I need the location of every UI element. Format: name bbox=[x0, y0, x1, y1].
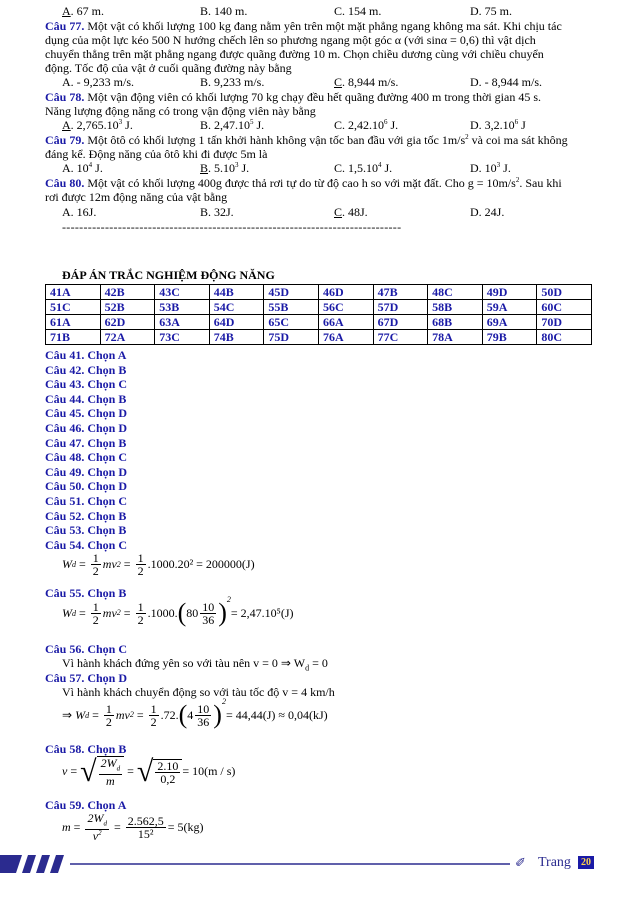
c56-text: Vì hành khách đứng yên so với tàu nên v = 0 ⇒ $W_d = 0$ bbox=[62, 656, 328, 673]
answer-cell: 55B bbox=[264, 300, 319, 315]
answer-cell: 73C bbox=[155, 330, 210, 345]
answer-cell: 75D bbox=[264, 330, 319, 345]
separator-line: ------------------------------------------------------------------------------- bbox=[62, 220, 402, 234]
equation-58: v = √ $\frac{2W_d}{m}$ = √ $\frac{2.10}{0,2}$ = 10(m / s) bbox=[62, 754, 236, 789]
answer-cell: 70D bbox=[537, 315, 592, 330]
answer-cell: 77C bbox=[373, 330, 428, 345]
q76-option-b: B. 140 m. bbox=[200, 4, 248, 18]
answer-choice-item: Câu 41. Chọn A bbox=[45, 348, 127, 362]
q78-line1: Câu 78. Một vận động viên có khối lượng 70 kg chạy đều hết quãng đường 400 m trong thời gian 45 s. bbox=[45, 90, 541, 104]
q78-line2: Năng lượng động năng có trong vận động viên này bằng bbox=[45, 104, 316, 118]
q80-options bbox=[62, 205, 622, 219]
answer-cell: 78A bbox=[428, 330, 483, 345]
answer-choice-item: Câu 45. Chọn D bbox=[45, 406, 128, 421]
answer-cell: 66A bbox=[318, 315, 373, 330]
q76-option-a: A. 67 m. bbox=[62, 4, 105, 18]
answer-cell: 62D bbox=[100, 315, 155, 330]
q77-options bbox=[62, 75, 622, 89]
c58-label: Câu 58. Chọn B bbox=[45, 742, 127, 756]
q80-line2: rơi được 12m động năng của vật bằng bbox=[45, 190, 228, 204]
q76-option-c: C. 154 m. bbox=[334, 4, 382, 18]
answer-choice-item: Câu 47. Chọn B bbox=[45, 435, 127, 450]
answer-choice-item: Câu 48. Chọn C bbox=[45, 450, 128, 465]
c57-text: Vì hành khách chuyển động so với tàu tốc độ v = 4 km/h bbox=[62, 685, 335, 699]
answer-choice-item: Câu 42. Chọn B bbox=[45, 362, 127, 377]
q78-option-a: A. 2,765.10$^3$ J. bbox=[62, 118, 133, 132]
q77-option-d: D. - 8,944 m/s. bbox=[470, 75, 542, 89]
q77-option-b: B. 9,233 m/s. bbox=[200, 75, 265, 89]
answer-cell: 54C bbox=[209, 300, 264, 315]
answer-cell: 57D bbox=[373, 300, 428, 315]
q78-option-c: C. 2,42.10$^6$ J. bbox=[334, 118, 399, 132]
answer-choice-item: Câu 43. Chọn C bbox=[45, 377, 128, 392]
q80-option-b: B. 32J. bbox=[200, 205, 234, 219]
q80-option-c: C. 48J. bbox=[334, 205, 368, 219]
answer-choice-item: Câu 52. Chọn B bbox=[45, 508, 127, 523]
answer-cell: 68B bbox=[428, 315, 483, 330]
answer-cell: 71B bbox=[46, 330, 101, 345]
answer-cell: 61A bbox=[46, 315, 101, 330]
answer-cell: 52B bbox=[100, 300, 155, 315]
answer-cell: 50D bbox=[537, 285, 592, 300]
answer-cell: 48C bbox=[428, 285, 483, 300]
q77-line2: dụng của một lực kéo 500 N hướng chếch lên so phương ngang một góc α (với sinα = 0,6) thì vật dịch bbox=[45, 33, 536, 47]
q78-number: Câu 78. bbox=[45, 90, 85, 104]
equation-54: W d = $\frac{1}{2}$ mv 2 = $\frac{1}{2}$ .1000.20² = 200000(J) bbox=[62, 551, 255, 578]
q78-option-d: D. 3,2.10$^6$ J bbox=[470, 118, 526, 132]
book-icon: ✐ bbox=[515, 855, 526, 870]
q77-option-a: A. - 9,233 m/s. bbox=[62, 75, 134, 89]
c56-label: Câu 56. Chọn C bbox=[45, 642, 128, 656]
equation-57: ⇒ W d = $\frac{1}{2}$ mv 2 = $\frac{1}{2}$ .72. ( 4 $\frac{10}{36}$ ) 2 = 44,44(J) ≈ 0,04(kJ) bbox=[62, 697, 328, 729]
answer-cell: 65C bbox=[264, 315, 319, 330]
q77-line4: động. Tốc độ của vật ở cuối quãng đường này bằng bbox=[45, 61, 292, 75]
answer-cell: 46D bbox=[318, 285, 373, 300]
footer-page-label: Trang bbox=[538, 855, 571, 870]
q76-option-d: D. 75 m. bbox=[470, 4, 512, 18]
q80-option-a: A. 16J. bbox=[62, 205, 97, 219]
q80-option-d: D. 24J. bbox=[470, 205, 505, 219]
answer-cell: 67D bbox=[373, 315, 428, 330]
answer-cell: 45D bbox=[264, 285, 319, 300]
answer-table-row bbox=[46, 285, 592, 300]
q78-option-b: B. 2,47.10$^5$ J. bbox=[200, 118, 265, 132]
answer-cell: 69A bbox=[482, 315, 537, 330]
answer-cell: 51C bbox=[46, 300, 101, 315]
c57-label: Câu 57. Chọn D bbox=[45, 671, 128, 685]
answer-table-row bbox=[46, 300, 592, 315]
equation-55: W d = $\frac{1}{2}$ mv 2 = $\frac{1}{2}$ .1000. ( 80 $\frac{10}{36}$ ) 2 = 2,47.10⁵(J) bbox=[62, 595, 294, 627]
answer-cell: 80C bbox=[537, 330, 592, 345]
answer-cell: 53B bbox=[155, 300, 210, 315]
c59-label: Câu 59. Chọn A bbox=[45, 798, 127, 812]
answer-choice-item: Câu 49. Chọn D bbox=[45, 464, 128, 479]
answer-cell: 44B bbox=[209, 285, 264, 300]
answer-choice-item: Câu 46. Chọn D bbox=[45, 421, 128, 435]
answer-cell: 74B bbox=[209, 330, 264, 345]
q79-option-d: D. $10^3$ J. bbox=[470, 161, 511, 175]
answer-title: ĐÁP ÁN TRẮC NGHIỆM ĐỘNG NĂNG bbox=[62, 268, 275, 282]
answer-cell: 49D bbox=[482, 285, 537, 300]
answer-cell: 43C bbox=[155, 285, 210, 300]
q76-options bbox=[62, 4, 622, 18]
q79-options bbox=[62, 161, 622, 175]
q77-line1: Câu 77. Một vật có khối lượng 100 kg đang nằm yên trên một mặt phẳng ngang không ma sát. Khi chịu tác bbox=[45, 19, 562, 33]
q79-line2: đáng kể. Động năng của ôtô khi đi được 5m là bbox=[45, 147, 268, 161]
q80-line1: Câu 80. Một vật có khối lượng 400g được thả rơi tự do từ độ cao h so với mặt đất. Cho $g = 10m/s^2$. Sau khi bbox=[45, 176, 562, 190]
q79-option-a: A. $10^4$ J. bbox=[62, 161, 103, 175]
q78-options bbox=[62, 118, 622, 132]
answer-cell: 59A bbox=[482, 300, 537, 315]
equation-59: m = $\frac{2W_d}{v^2}$ = $\frac{2.562,5}{\text{15²}}$ = 5(kg) bbox=[62, 811, 204, 844]
q77-line3: chuyển thẳng trên mặt phẳng ngang được quãng đường 10 m. Chọn chiều dương cùng với chiều chuyển bbox=[45, 47, 544, 61]
q77-option-c: C. 8,944 m/s. bbox=[334, 75, 399, 89]
answer-cell: 79B bbox=[482, 330, 537, 345]
footer-page-number: 20 bbox=[578, 856, 594, 869]
q80-number: Câu 80. bbox=[45, 176, 85, 190]
answer-cell: 42B bbox=[100, 285, 155, 300]
answer-table-row bbox=[46, 330, 592, 345]
c55-label: Câu 55. Chọn B bbox=[45, 586, 127, 600]
page-footer bbox=[0, 853, 638, 875]
answer-cell: 56C bbox=[318, 300, 373, 315]
answer-table-row bbox=[46, 315, 592, 330]
answer-cell: 72A bbox=[100, 330, 155, 345]
answer-choice-item: Câu 44. Chọn B bbox=[45, 391, 127, 406]
answer-choice-item: Câu 51. Chọn C bbox=[45, 494, 128, 508]
answer-cell: 41A bbox=[46, 285, 101, 300]
answer-cell: 58B bbox=[428, 300, 483, 315]
answer-cell: 63A bbox=[155, 315, 210, 330]
q79-option-b: B. 5.10$^3$ J. bbox=[200, 161, 250, 175]
answer-cell: 64D bbox=[209, 315, 264, 330]
answer-cell: 60C bbox=[537, 300, 592, 315]
q79-line1: Câu 79. Một ôtô có khối lượng 1 tấn khởi hành không vận tốc ban đầu với gia tốc $1m/s^2$ và coi ma sát không bbox=[45, 133, 568, 147]
answer-table bbox=[45, 284, 592, 345]
q79-option-c: C. 1,5.10$^4$ J. bbox=[334, 161, 393, 175]
q77-number: Câu 77. bbox=[45, 19, 85, 33]
answer-choice-item: Câu 54. Chọn C bbox=[45, 537, 128, 552]
answer-cell: 76A bbox=[318, 330, 373, 345]
answer-cell: 47B bbox=[373, 285, 428, 300]
answer-choice-item: Câu 53. Chọn B bbox=[45, 523, 127, 538]
answer-choice-item: Câu 50. Chọn D bbox=[45, 479, 128, 494]
q79-number: Câu 79. bbox=[45, 133, 85, 147]
